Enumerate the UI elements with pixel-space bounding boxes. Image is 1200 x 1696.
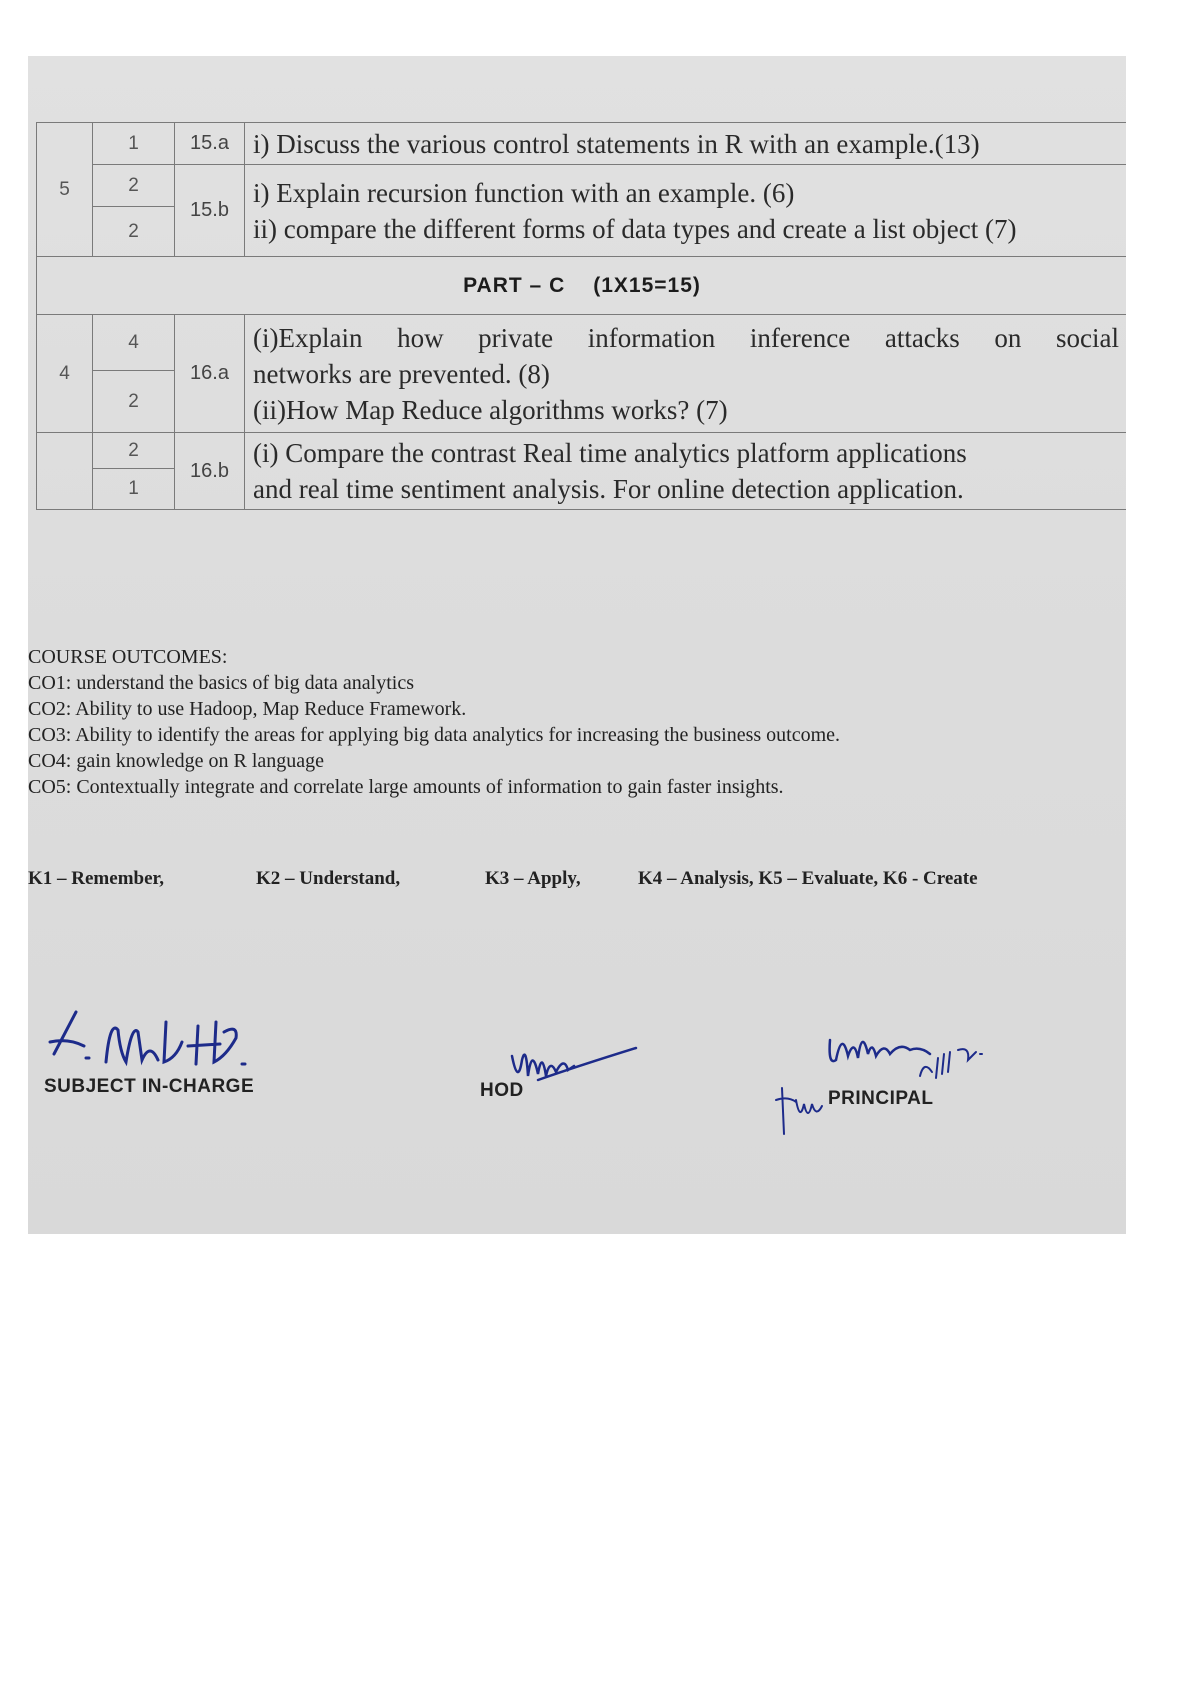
level-k1: K1 – Remember, bbox=[28, 868, 164, 889]
principal-label: PRINCIPAL bbox=[828, 1088, 934, 1109]
subject-incharge-signature bbox=[46, 1002, 266, 1082]
subject-incharge-label: SUBJECT IN-CHARGE bbox=[44, 1076, 255, 1097]
outcome-item: CO1: understand the basics of big data analytics bbox=[28, 672, 415, 694]
level-k3: K3 – Apply, bbox=[485, 868, 581, 889]
question-number: 16.b bbox=[175, 433, 245, 510]
principal-signature bbox=[820, 1020, 1030, 1092]
outcome-item: CO4: gain knowledge on R language bbox=[28, 750, 325, 772]
k-level-cell: 2 bbox=[93, 165, 175, 207]
outcome-item: CO2: Ability to use Hadoop, Map Reduce Framework. bbox=[28, 698, 467, 720]
k-level-cell: 2 bbox=[93, 207, 175, 257]
outcome-item: CO5: Contextually integrate and correlate large amounts of information to gain faster insights. bbox=[28, 776, 784, 798]
outcome-item: CO3: Ability to identify the areas for applying big data analytics for increasing the business outcome. bbox=[28, 724, 841, 746]
question-text: i) Discuss the various control statements in R with an example.(13) bbox=[245, 123, 1127, 165]
outcomes-heading: COURSE OUTCOMES: bbox=[28, 646, 228, 668]
k-level-cell: 2 bbox=[93, 371, 175, 433]
hod-signature bbox=[508, 1036, 648, 1096]
unit-cell: 4 bbox=[37, 315, 93, 433]
course-outcomes bbox=[28, 644, 1108, 800]
question-number: 15.a bbox=[175, 123, 245, 165]
initials-mark bbox=[772, 1082, 832, 1138]
k-level-cell: 1 bbox=[93, 469, 175, 510]
question-number: 16.a bbox=[175, 315, 245, 433]
question-table bbox=[36, 122, 1126, 510]
level-k2: K2 – Understand, bbox=[256, 868, 401, 889]
question-text: (i) Compare the contrast Real time analytics platform applications and real time sentiment analysis. For online detection application. bbox=[245, 433, 1127, 510]
question-text: (i)Explain how private information inference attacks on social networks are prevented. (8) (ii)How Map Reduce algorithms works? (7) bbox=[245, 315, 1127, 433]
level-k4-k6: K4 – Analysis, K5 – Evaluate, K6 - Create bbox=[638, 868, 978, 889]
question-number: 15.b bbox=[175, 165, 245, 257]
question-text: i) Explain recursion function with an example. (6) ii) compare the different forms of data types and create a list object (7) bbox=[245, 165, 1127, 257]
k-level-cell: 4 bbox=[93, 315, 175, 371]
unit-cell: 5 bbox=[37, 123, 93, 257]
scanned-page bbox=[28, 56, 1126, 1234]
k-level-cell: 1 bbox=[93, 123, 175, 165]
k-level-cell: 2 bbox=[93, 433, 175, 469]
hod-label: HOD bbox=[480, 1080, 524, 1101]
unit-cell bbox=[37, 433, 93, 510]
part-c-heading: PART – C (1X15=15) bbox=[37, 257, 1127, 315]
